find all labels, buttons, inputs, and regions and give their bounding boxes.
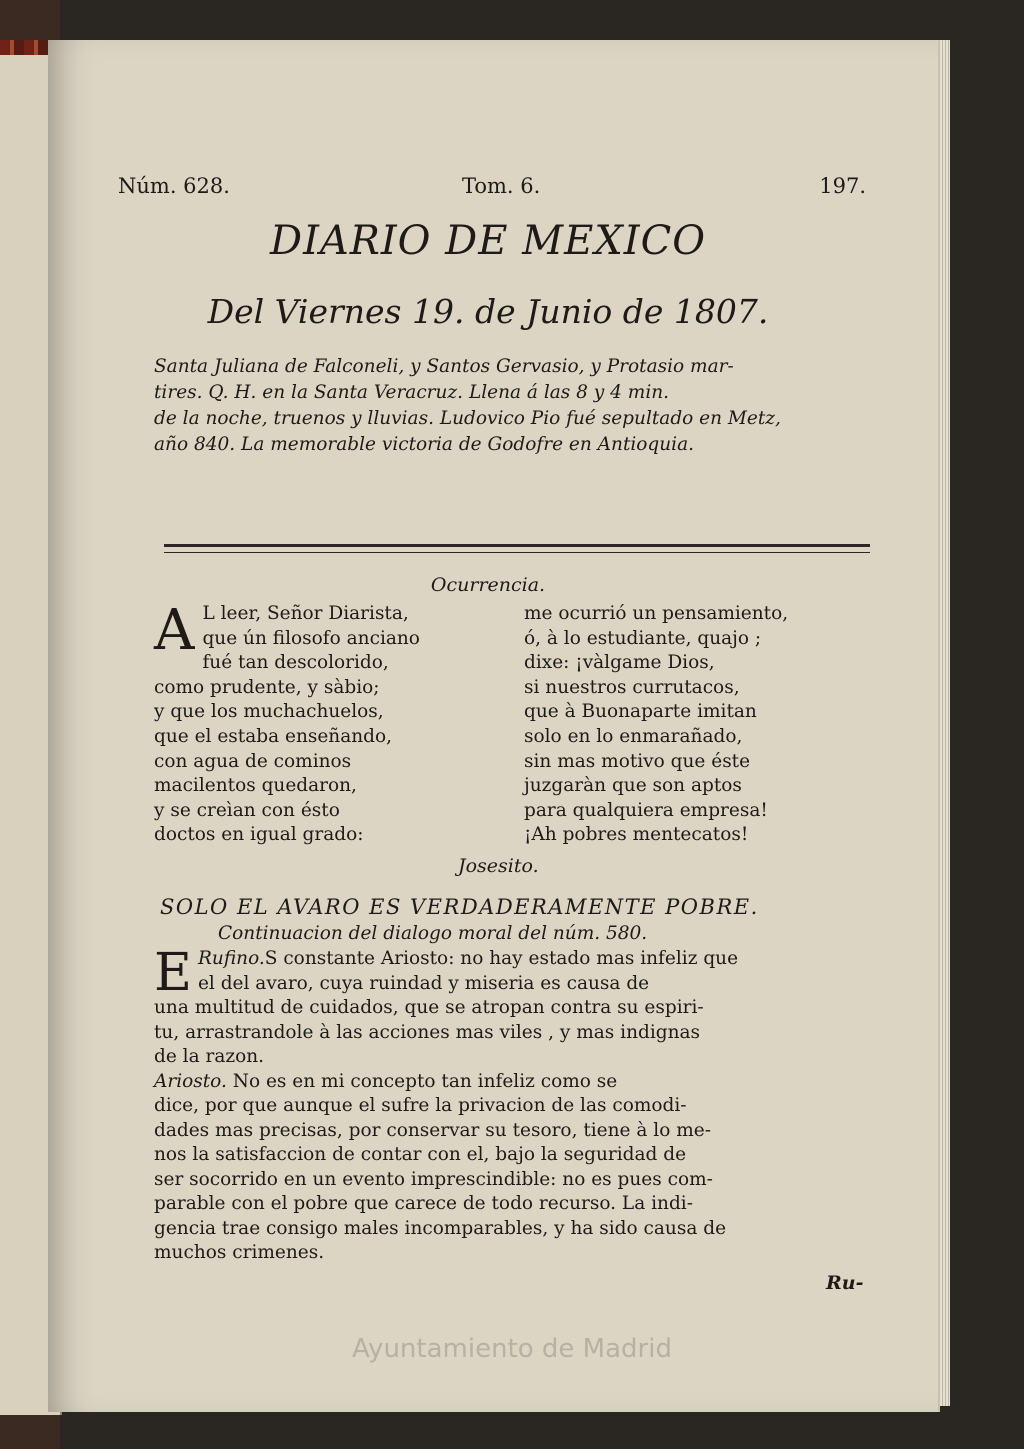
paragraph: S constante Ariosto: no hay estado mas infeliz que el del avaro, cuya ruindad y miseria es causa de una multitud de cuidados, que se atropan contra su espiri- tu, arrastrandole à las acciones mas viles , y mas indignas de la razon. <box>154 948 739 1067</box>
verse-line: y que los muchachuelos, <box>154 701 384 723</box>
poem-title: Ocurrencia. <box>430 574 546 596</box>
poem-dropcap: A <box>154 598 195 663</box>
speaker-label: Rufino. <box>197 948 265 969</box>
verse-line: con agua de cominos <box>154 750 352 772</box>
article-subtitle: Continuacion del dialogo moral del núm. 580. <box>218 923 648 944</box>
masthead: DIARIO DE MEXICO <box>270 218 706 264</box>
tome-number: Tom. 6. <box>462 174 541 198</box>
page-number: 197. <box>819 174 866 198</box>
verse-line: que ún filosofo anciano <box>202 627 420 649</box>
verse-line: ó, à lo estudiante, quajo ; <box>524 627 762 649</box>
verse-line: L leer, Señor Diarista, <box>202 603 409 624</box>
verse-line: macilentos quedaron, <box>154 775 357 797</box>
verse-line: y se creìan con ésto <box>154 799 340 821</box>
verse-line: fué tan descolorido, <box>202 652 389 674</box>
catchword: Ru- <box>826 1272 864 1294</box>
paragraph: No es en mi concepto tan infeliz como se dice, por que aunque el sufre la privacion de las comodi- dades mas precisas, por conservar su tesoro, tiene à lo me- nos la satisfaccion de contar con el, bajo la seguridad de ser socorrido en un evento imprescindible: no es pues com- parable con el pobre que carece de todo recurso. La indi- gencia trae consigo males incomparables, y ha sido causa de muchos crimenes. <box>154 1070 727 1263</box>
verse-line: que el estaba enseñando, <box>154 725 393 747</box>
poem-signature: Josesito. <box>458 855 539 877</box>
page <box>48 40 938 1412</box>
verse-line: para qualquiera empresa! <box>524 799 768 821</box>
article-title: SOLO EL AVARO ES VERDADERAMENTE POBRE. <box>160 895 759 919</box>
verse-line: juzgaràn que son aptos <box>524 775 742 797</box>
verse-line: si nuestros currutacos, <box>524 676 740 698</box>
running-header <box>98 174 878 204</box>
article-body <box>154 943 934 1266</box>
issue-number: Núm. 628. <box>118 174 230 198</box>
verse-line: sin mas motivo que éste <box>524 750 751 772</box>
poem-right-column <box>524 602 884 848</box>
speaker-label: Ariosto. <box>154 1070 227 1092</box>
article-dropcap: E <box>154 943 192 1003</box>
poem-left-column <box>154 598 474 848</box>
verse-line: me ocurrió un pensamiento, <box>524 603 789 624</box>
verse-line: que à Buonaparte imitan <box>524 701 757 723</box>
verse-line: como prudente, y sàbio; <box>154 676 380 698</box>
verse-line: doctos en igual grado: <box>154 824 364 846</box>
divider-rule <box>164 544 870 553</box>
watermark: Ayuntamiento de Madrid <box>352 1334 672 1364</box>
verse-line: dixe: ¡vàlgame Dios, <box>524 652 715 674</box>
verse-line: ¡Ah pobres mentecatos! <box>524 824 749 846</box>
date-line: Del Viernes 19. de Junio de 1807. <box>207 292 769 331</box>
saints-of-day: Santa Juliana de Falconeli, y Santos Gervasio, y Protasio mar- tires. Q. H. en la Santa Veracruz. Llena á las 8 y 4 min. de la noche, truenos y lluvias. Ludovico Pio fué sepultado en Metz, año 840. La memorable victoria de Godofre en Antioquia. <box>154 356 781 455</box>
verse-line: solo en lo enmarañado, <box>524 725 743 747</box>
